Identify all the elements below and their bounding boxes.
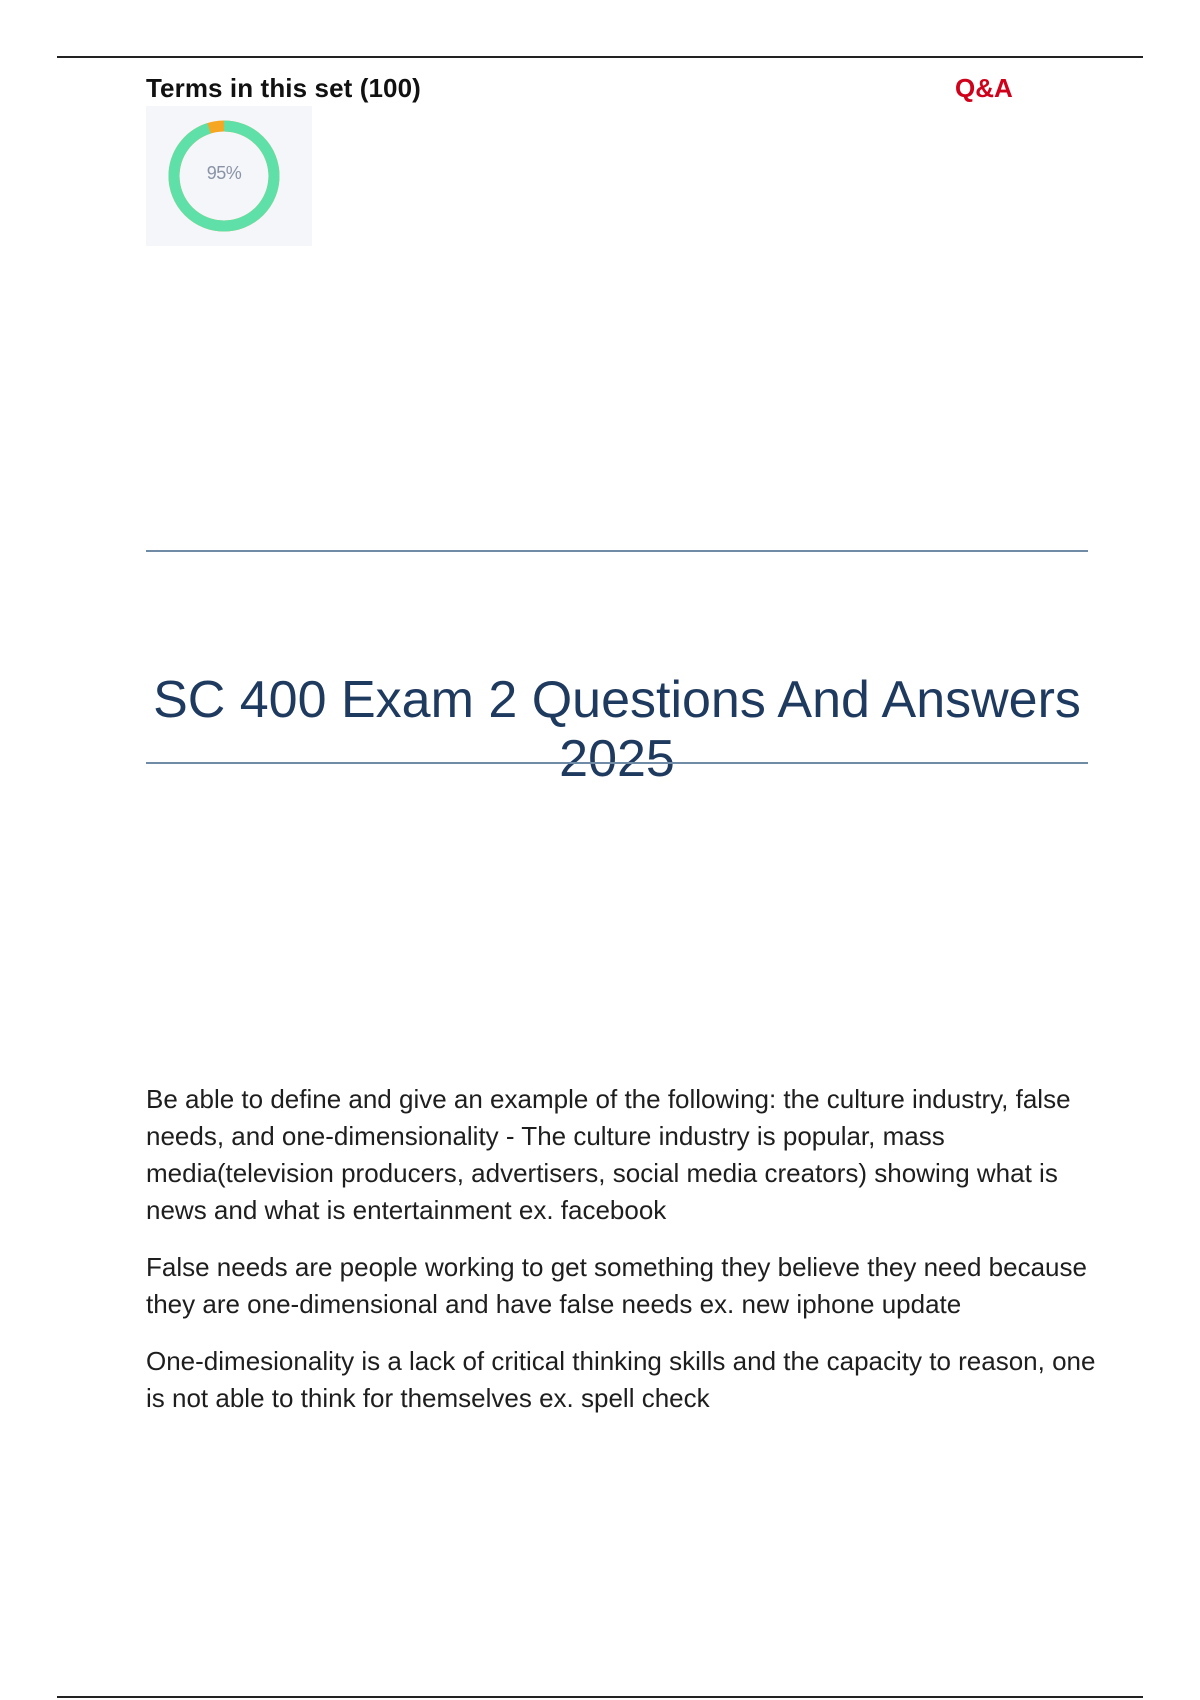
question-answer-content — [146, 1081, 1096, 1437]
top-divider — [57, 56, 1143, 58]
title-rule-top — [146, 550, 1088, 552]
content-paragraph: One-dimesionality is a lack of critical thinking skills and the capacity to reason, one is not able to think for themselves ex. spell check — [146, 1346, 1096, 1413]
title-rule-bottom — [146, 762, 1088, 764]
qa-label: Q&A — [955, 73, 1013, 103]
bottom-divider — [57, 1696, 1143, 1698]
document-title: SC 400 Exam 2 Questions And Answers 2025 — [153, 670, 1081, 788]
content-paragraph: False needs are people working to get something they believe they need because they are one-dimensional and have false needs ex. new iphone update — [146, 1252, 1087, 1319]
content-paragraph: Be able to define and give an example of the following: the culture industry, false needs, and one-dimensionality - The culture industry is popular, mass media(television producers, advertisers, social media creators) showing what is news and what is entertainment ex. facebook — [146, 1084, 1071, 1225]
progress-card — [146, 106, 312, 246]
progress-percent: 95% — [206, 163, 242, 183]
terms-heading: Terms in this set (100) — [146, 73, 421, 103]
